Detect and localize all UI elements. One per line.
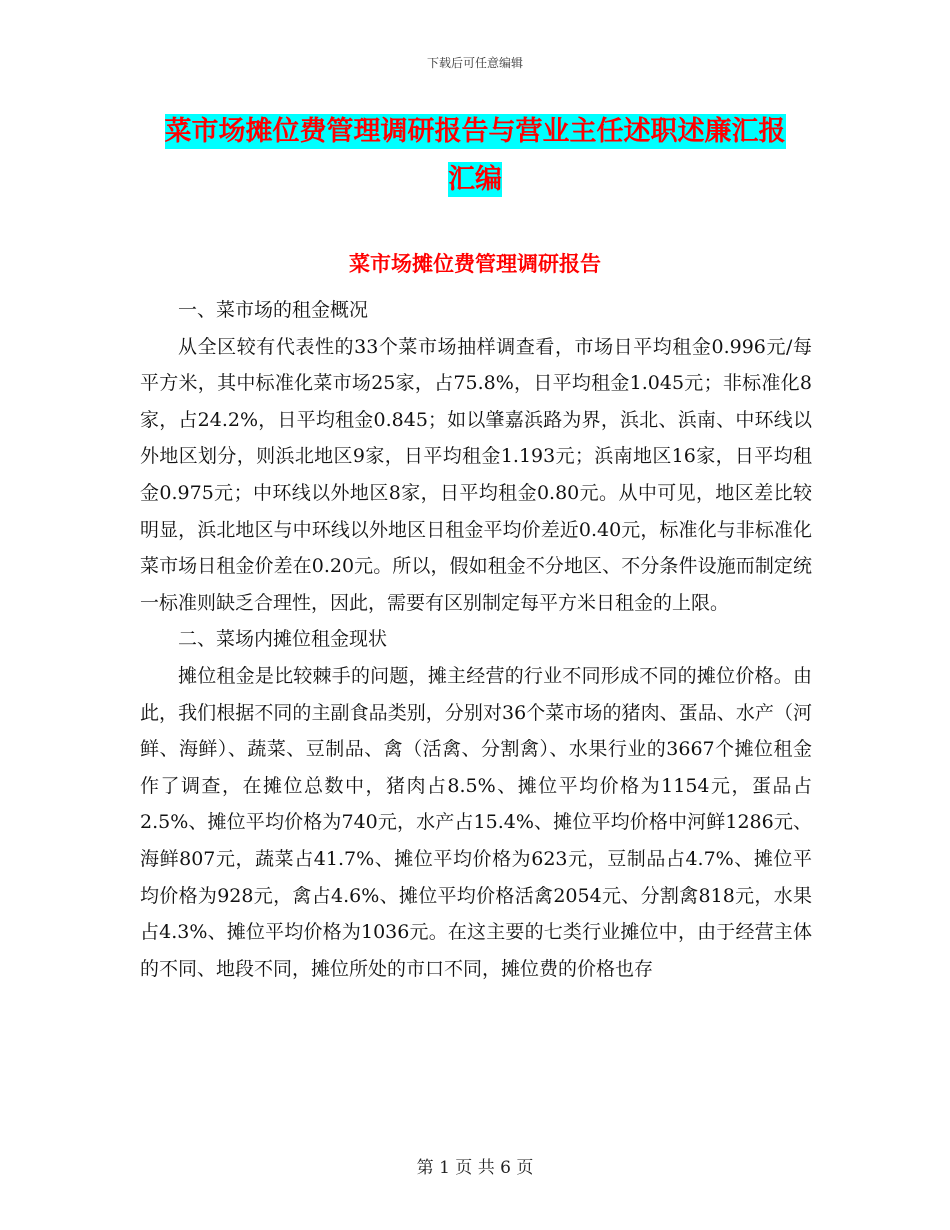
document-title-line2: 汇编 xyxy=(448,164,502,195)
document-title xyxy=(140,108,810,204)
heading-rent-overview: 一、菜市场的租金概况 xyxy=(178,299,369,321)
document-title-line1: 菜市场摊位费管理调研报告与营业主任述职述廉汇报 xyxy=(164,116,786,147)
document-body xyxy=(140,292,812,987)
paragraph-stall-rent-status: 摊位租金是比较棘手的问题，摊主经营的行业不同形成不同的摊位价格。由此，我们根据不同的主副食品类别，分别对36个菜市场的猪肉、蛋品、水产（河鲜、海鲜）、蔬菜、豆制品、禽（活禽、分割禽）、水果行业的3667个摊位租金作了调查，在摊位总数中，猪肉占8.5%、摊位平均价格为1154元，蛋品占2.5%、摊位平均价格为740元，水产占15.4%、摊位平均价格中河鲜1286元、海鲜807元，蔬菜占41.7%、摊位平均价格为623元，豆制品占4.7%、摊位平均价格为928元，禽占4.6%、摊位平均价格活禽2054元、分割禽818元，水果占4.3%、摊位平均价格为1036元。在这主要的七类行业摊位中，由于经营主体的不同、地段不同，摊位所处的市口不同，摊位费的价格也存 xyxy=(140,664,812,980)
section-title: 菜市场摊位费管理调研报告 xyxy=(349,251,601,276)
header-note: 下载后可任意编辑 xyxy=(426,56,523,70)
heading-stall-rent-status: 二、菜场内摊位租金现状 xyxy=(178,628,388,651)
page-number: 第 1 页 共 6 页 xyxy=(416,1158,534,1178)
paragraph-rent-overview: 从全区较有代表性的33个菜市场抽样调查看，市场日平均租金0.996元/每平方米，其中标准化菜市场25家，占75.8%，日平均租金1.045元；非标准化8家，占24.2%，日平均租金0.845；如以肇嘉浜路为界，浜北、浜南、中环线以外地区划分，则浜北地区9家，日平均租金1.193元；浜南地区16家，日平均租金0.975元；中环线以外地区8家，日平均租金0.80元。从中可见，地区差比较明显，浜北地区与中环线以外地区日租金平均价差近0.40元，标准化与非标准化菜市场日租金价差在0.20元。所以，假如租金不分地区、不分条件设施而制定统一标准则缺乏合理性，因此，需要有区别制定每平方米日租金的上限。 xyxy=(140,335,812,614)
